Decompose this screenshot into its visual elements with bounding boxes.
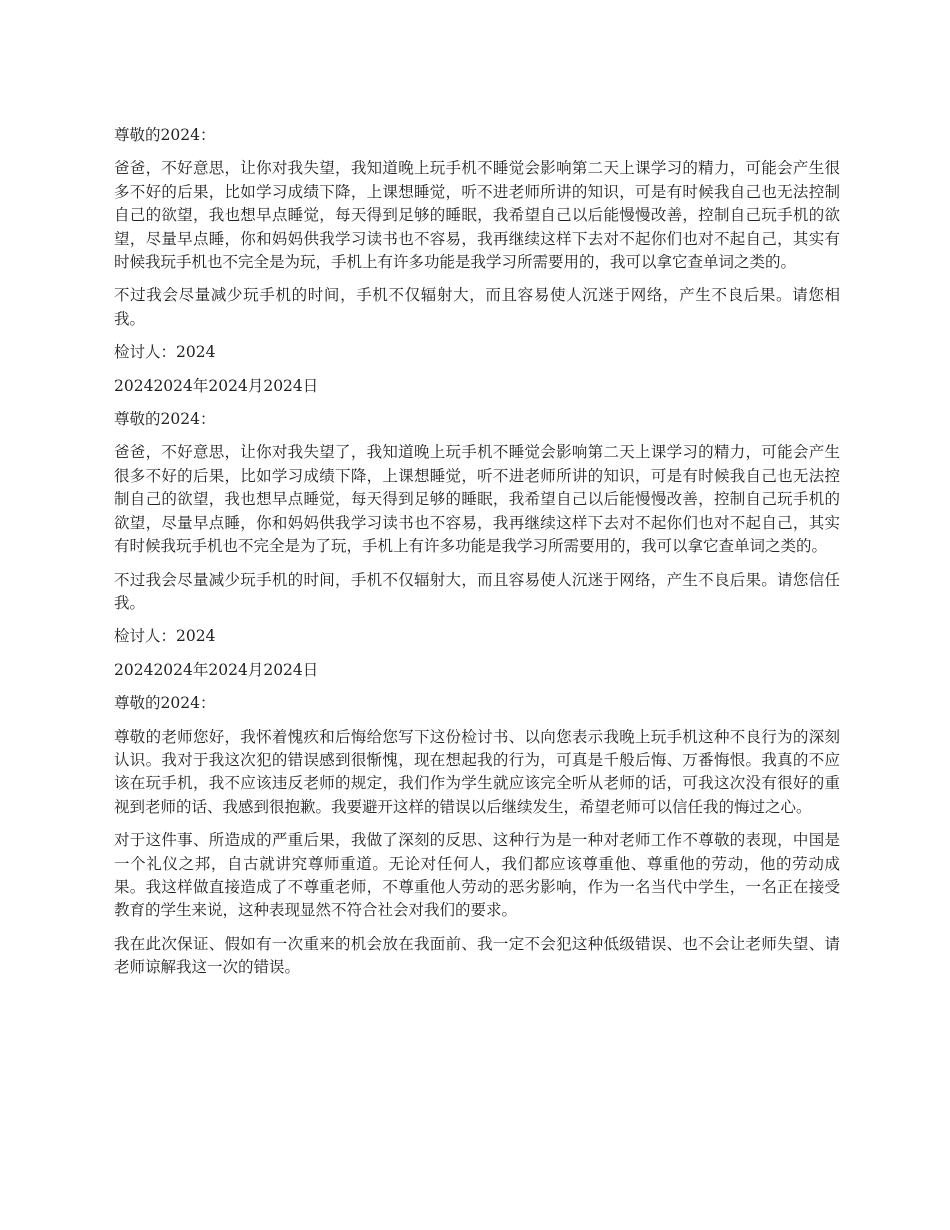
- body-paragraph: 尊敬的老师您好，我怀着愧疚和后悔给您写下这份检讨书、以向您表示我晚上玩手机这种不良行为的深刻认识。我对于我这次犯的错误感到很惭愧，现在想起我的行为，可真是千般后悔、万番悔恨。我真的不应该在玩手机，我不应该违反老师的规定，我们作为学生就应该完全听从老师的话，可我这次没有很好的重视到老师的话、我感到很抱歉。我要避开这样的错误以后继续发生，希望老师可以信任我的悔过之心。: [114, 727, 840, 816]
- salutation: 尊敬的2024：: [114, 410, 216, 429]
- signature-line: 检讨人：2024: [114, 627, 216, 646]
- body-paragraph: 不过我会尽量减少玩手机的时间，手机不仅辐射大，而且容易使人沉迷于网络，产生不良后果。请您信任我。: [114, 570, 840, 612]
- body-paragraph: 不过我会尽量减少玩手机的时间，手机不仅辐射大，而且容易使人沉迷于网络，产生不良后果。请您相我。: [114, 286, 840, 328]
- signature-line: 检讨人：2024: [114, 343, 216, 362]
- body-paragraph: 我在此次保证、假如有一次重来的机会放在我面前、我一定不会犯这种低级错误、也不会让老师失望、请老师谅解我这一次的错误。: [114, 934, 840, 977]
- body-paragraph: 对于这件事、所造成的严重后果，我做了深刻的反思、这种行为是一种对老师工作不尊敬的表现，中国是一个礼仪之邦，自古就讲究尊师重道。无论对任何人，我们都应该尊重他、尊重他的劳动，他的劳动成果。我这样做直接造成了不尊重老师，不尊重他人劳动的恶劣影响，作为一名当代中学生，一名正在接受教育的学生来说，这种表现显然不符合社会对我们的要求。: [114, 831, 840, 920]
- date-line: 20242024年2024月2024日: [114, 376, 319, 395]
- salutation: 尊敬的2024：: [114, 694, 216, 713]
- date-line: 20242024年2024月2024日: [114, 660, 319, 679]
- salutation: 尊敬的2024：: [114, 126, 216, 144]
- body-paragraph: 爸爸，不好意思，让你对我失望，我知道晚上玩手机不睡觉会影响第二天上课学习的精力，可能会产生很多不好的后果，比如学习成绩下降，上课想睡觉，听不进老师所讲的知识，可是有时候我自己也无法控制自己的欲望，我也想早点睡觉，每天得到足够的睡眠，我希望自己以后能慢慢改善，控制自己玩手机的欲望，尽量早点睡，你和妈妈供我学习读书也不容易，我再继续这样下去对不起你们也对不起自己，其实有时候我玩手机也不完全是为玩，手机上有许多功能是我学习所需要用的，我可以拿它查单词之类的。: [114, 159, 840, 272]
- body-paragraph: 爸爸，不好意思，让你对我失望了，我知道晚上玩手机不睡觉会影响第二天上课学习的精力，可能会产生很多不好的后果，比如学习成绩下降，上课想睡觉，听不进老师所讲的知识，可是有时候我自己也无法控制自己的欲望，我也想早点睡觉，每天得到足够的睡眠，我希望自己以后能慢慢改善，控制自己玩手机的欲望，尽量早点睡，你和妈妈供我学习读书也不容易，我再继续这样下去对不起你们也对不起自己，其实有时候我玩手机也不完全是为了玩，手机上有许多功能是我学习所需要用的，我可以拿它查单词之类的。: [114, 443, 840, 556]
